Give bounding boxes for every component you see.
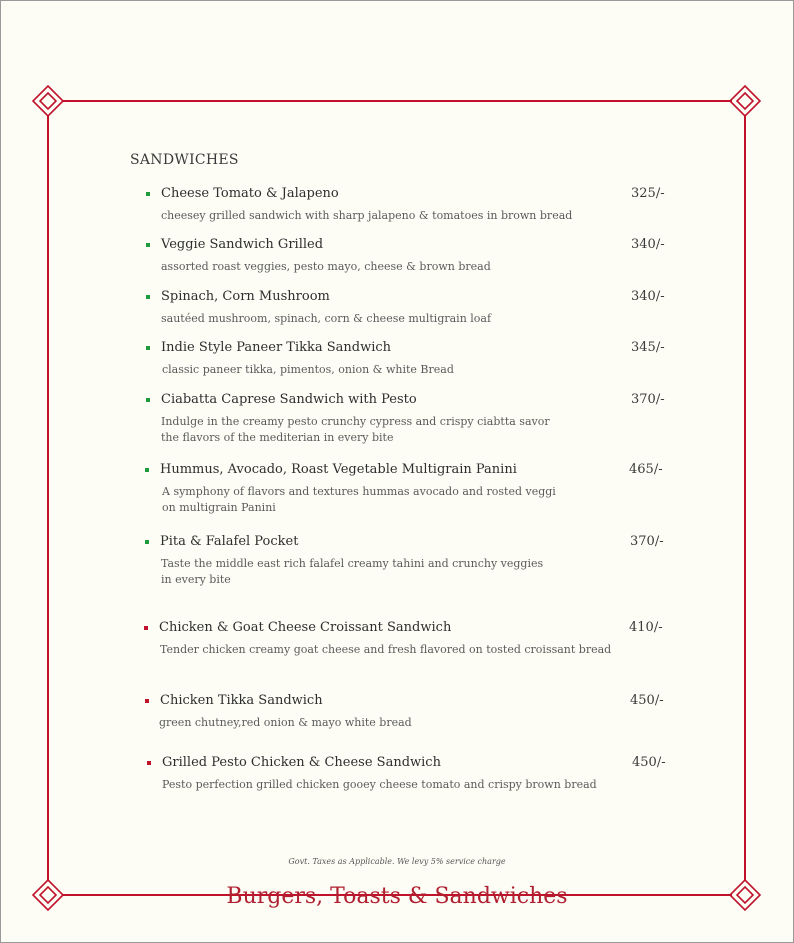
tax-footnote: Govt. Taxes as Applicable. We levy 5% service charge [288, 857, 506, 866]
item-name: Grilled Pesto Chicken & Cheese Sandwich [162, 755, 441, 770]
item-name: Ciabatta Caprese Sandwich with Pesto [161, 392, 417, 407]
item-price: 345/- [631, 340, 665, 355]
description-line: Taste the middle east rich falafel creamy tahini and crunchy veggies [161, 557, 544, 570]
item-price: 370/- [631, 392, 665, 407]
item-description [162, 484, 556, 516]
description-line: green chutney,red onion & mayo white bread [159, 716, 412, 729]
section-title: SANDWICHES [130, 152, 239, 168]
item-price: 370/- [630, 534, 664, 549]
description-line: sautéed mushroom, spinach, corn & cheese multigrain loaf [161, 312, 492, 325]
item-description [161, 208, 572, 224]
corner-ornament-top-right [730, 86, 760, 116]
item-description [161, 414, 550, 446]
item-name: Pita & Falafel Pocket [160, 534, 299, 549]
description-line: Indulge in the creamy pesto crunchy cypress and crispy ciabtta savor [161, 415, 550, 428]
item-price: 340/- [631, 237, 665, 252]
description-line: A symphony of flavors and textures hummas avocado and rosted veggi [162, 485, 556, 498]
veg-marker-icon [146, 346, 150, 350]
corner-ornament-top-left [33, 86, 63, 116]
description-line: in every bite [161, 573, 231, 586]
description-line: assorted roast veggies, pesto mayo, cheese & brown bread [161, 260, 491, 273]
veg-marker-icon [146, 398, 150, 402]
item-description [162, 362, 454, 378]
item-price: 325/- [631, 186, 665, 201]
description-line: on multigrain Panini [162, 501, 276, 514]
veg-marker-icon [146, 192, 150, 196]
item-description [162, 777, 597, 793]
item-name: Chicken & Goat Cheese Croissant Sandwich [159, 620, 452, 635]
item-price: 340/- [631, 289, 665, 304]
description-line: Pesto perfection grilled chicken gooey cheese tomato and crispy brown bread [162, 778, 597, 791]
item-description [161, 311, 491, 327]
description-line: Tender chicken creamy goat cheese and fresh flavored on tosted croissant bread [160, 643, 612, 656]
item-description [161, 556, 543, 588]
footer-title: Burgers, Toasts & Sandwiches [226, 884, 568, 909]
veg-marker-icon [145, 540, 149, 544]
item-name: Spinach, Corn Mushroom [161, 289, 330, 304]
nonveg-marker-icon [147, 761, 151, 765]
item-name: Hummus, Avocado, Roast Vegetable Multigrain Panini [160, 462, 517, 477]
item-price: 410/- [629, 620, 663, 635]
description-line: cheesey grilled sandwich with sharp jalapeno & tomatoes in brown bread [161, 209, 573, 222]
veg-marker-icon [146, 243, 150, 247]
item-name: Chicken Tikka Sandwich [160, 693, 323, 708]
description-line: the flavors of the mediterian in every bite [161, 431, 394, 444]
item-description [161, 259, 491, 275]
description-line: classic paneer tikka, pimentos, onion & white Bread [162, 363, 454, 376]
item-name: Cheese Tomato & Jalapeno [161, 186, 339, 201]
item-price: 450/- [630, 693, 664, 708]
veg-marker-icon [145, 468, 149, 472]
item-price: 450/- [632, 755, 666, 770]
veg-marker-icon [146, 295, 150, 299]
item-price: 465/- [629, 462, 663, 477]
nonveg-marker-icon [145, 699, 149, 703]
item-name: Veggie Sandwich Grilled [161, 237, 324, 252]
item-name: Indie Style Paneer Tikka Sandwich [161, 340, 392, 355]
item-description [159, 715, 412, 731]
item-description [160, 642, 611, 658]
nonveg-marker-icon [144, 626, 148, 630]
